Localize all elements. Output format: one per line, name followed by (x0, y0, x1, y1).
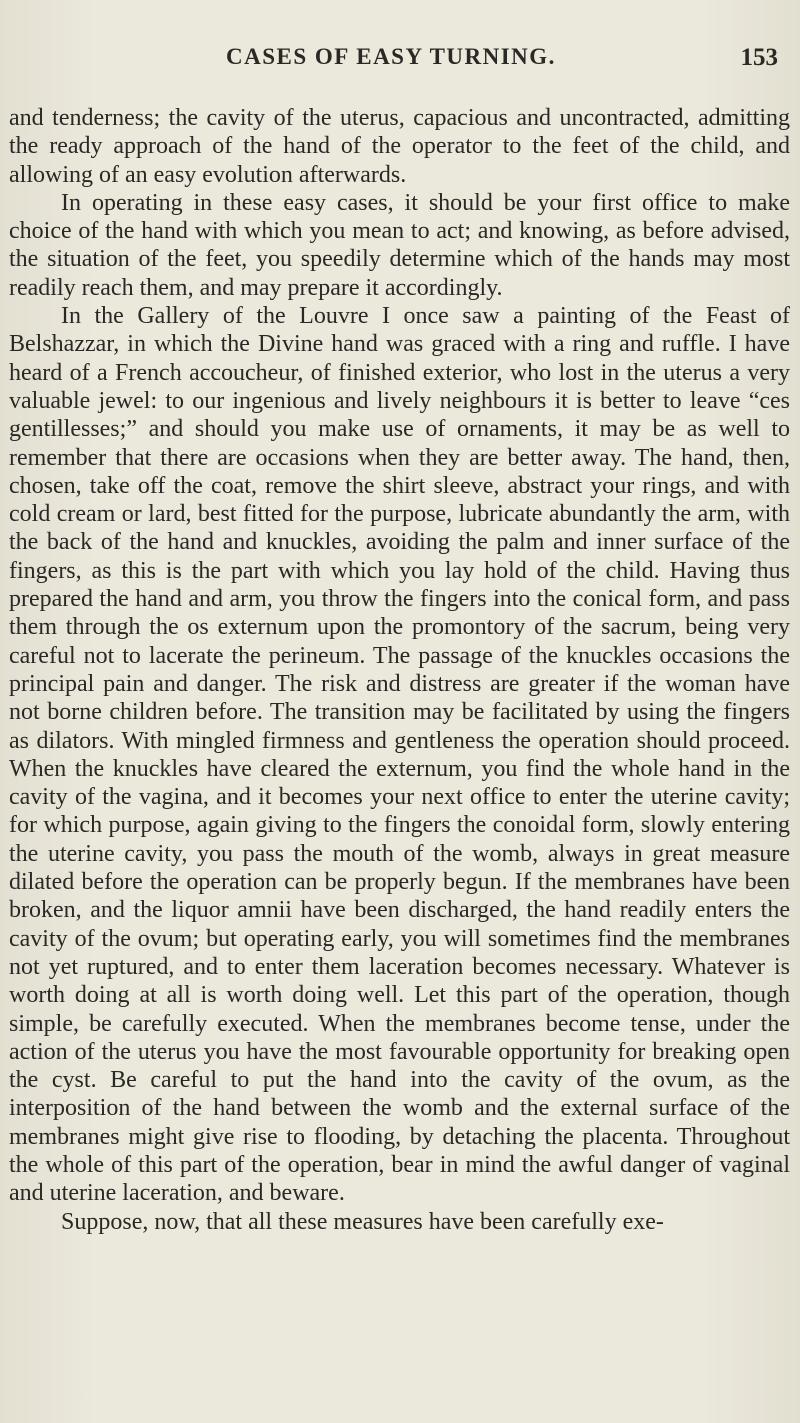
text-body (9, 104, 790, 1236)
paragraph-continuation: and tenderness; the cavity of the uterus, capacious and uncontracted, admitting the ready approach of the hand of the operator to the feet of the child, and allowing of an easy evolution afterwards. (9, 105, 790, 188)
paragraph-suppose: Suppose, now, that all these measures have been carefully exe- (61, 1208, 664, 1235)
paragraph-hand-choice: In operating in these easy cases, it should be your first office to make choice of the hand with which you mean to act; and knowing, as before advised, the situation of the feet, you speedily determine which of the hands may most readily reach them, and may prepare it accordingly. (9, 189, 790, 301)
paragraph-louvre-operation: In the Gallery of the Louvre I once saw a painting of the Feast of Belshazzar, in which the Divine hand was graced with a ring and ruffle. I have heard of a French accoucheur, of finished exterior, who lost in the uterus a very valuable jewel: to our ingenious and lively neighbours it is better to leave “ces gentillesses;” and should you make use of ornaments, it may be as well to remember that there are occasions when they are better away. The hand, then, chosen, take off the coat, remove the shirt sleeve, abstract your rings, and with cold cream or lard, best fitted for the purpose, lubricate abundantly the arm, with the back of the hand and knuckles, avoiding the palm and inner surface of the fingers, as this is the part with which you lay hold of the child. Having thus prepared the hand and arm, you throw the fingers into the conical form, and pass them through the os externum upon the promontory of the sacrum, being very careful not to lacerate the perineum. The passage of the knuckles occasions the principal pain and danger. The risk and distress are greater if the woman have not borne children before. The transition may be facilitated by using the fingers as dilators. With mingled firmness and gentleness the operation should proceed. When the knuckles have cleared the externum, you find the whole hand in the cavity of the vagina, and it becomes your next office to enter the uterine cavity; for which purpose, again giving to the fingers the conoidal form, slowly entering the uterine cavity, you pass the mouth of the womb, always in great measure dilated before the operation can be properly begun. If the membranes have been broken, and the liquor amnii have been discharged, the hand readily enters the cavity of the ovum; but operating early, you will sometimes find the membranes not yet ruptured, and to enter them laceration becomes necessary. Whatever is worth doing at all is worth doing well. Let this part of the operation, though simple, be carefully executed. When the membranes become tense, under the action of the uterus you have the most favourable opportunity for breaking open the cyst. Be careful to put the hand into the cavity of the ovum, as the interposition of the hand between the womb and the external surface of the membranes might give rise to flooding, by detaching the placenta. Throughout the whole of this part of the operation, bear in mind the awful danger of vaginal and uterine laceration, and beware. (9, 303, 790, 1207)
running-head (30, 44, 778, 78)
page-number: 153 (740, 44, 778, 71)
running-title: CASES OF EASY TURNING. (226, 44, 556, 69)
